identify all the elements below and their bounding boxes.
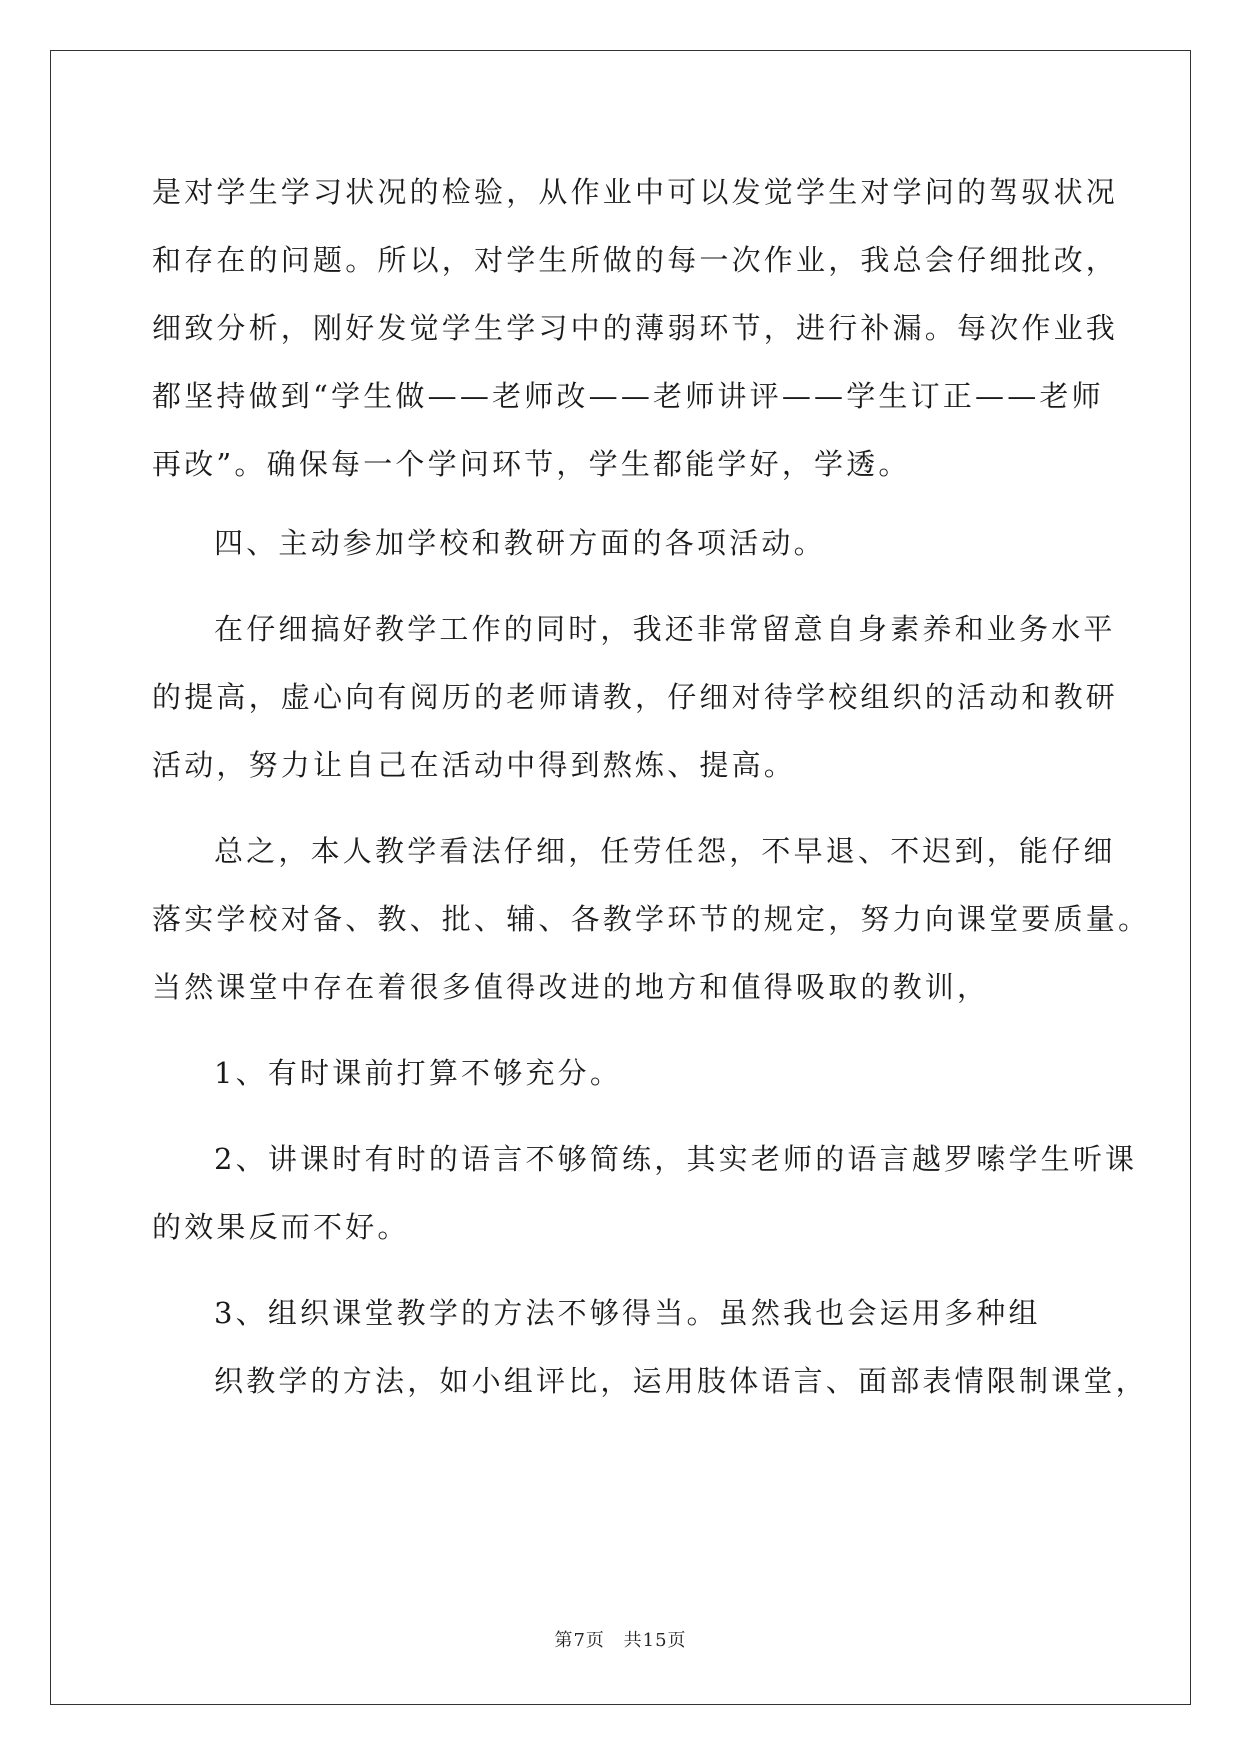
text-line: 的效果反而不好。	[152, 1210, 410, 1244]
list-item: 1、有时课前打算不够充分。	[214, 1056, 623, 1090]
text-line: 和存在的问题。所以，对学生所做的每一次作业，我总会仔细批改，	[152, 243, 1119, 277]
page-total: 共15页	[623, 1630, 687, 1651]
text-line: 在仔细搞好教学工作的同时，我还非常留意自身素养和业务水平	[214, 612, 1116, 646]
text-line: 织教学的方法，如小组评比，运用肢体语言、面部表情限制课堂，	[214, 1364, 1148, 1398]
text-line: 当然课堂中存在着很多值得改进的地方和值得吸取的教训，	[152, 970, 990, 1004]
text-line: 再改”。确保每一个学问环节，学生都能学好，学透。	[152, 447, 911, 481]
text-line: 都坚持做到“学生做——老师改——老师讲评——学生订正——老师	[152, 379, 1104, 413]
text-line: 是对学生学习状况的检验，从作业中可以发觉学生对学问的驾驭状况	[152, 175, 1119, 209]
page-number: 第7页	[554, 1630, 605, 1651]
page-footer	[0, 1626, 1241, 1652]
text-line: 活动，努力让自己在活动中得到熬炼、提高。	[152, 748, 797, 782]
text-line: 总之，本人教学看法仔细，任劳任怨，不早退、不迟到，能仔细	[214, 834, 1116, 868]
page-border	[50, 50, 1191, 1705]
text-line: 的提高，虚心向有阅历的老师请教，仔细对待学校组织的活动和教研	[152, 680, 1119, 714]
text-line: 细致分析，刚好发觉学生学习中的薄弱环节，进行补漏。每次作业我	[152, 311, 1119, 345]
section-heading: 四、主动参加学校和教研方面的各项活动。	[214, 526, 826, 560]
list-item: 3、组织课堂教学的方法不够得当。虽然我也会运用多种组	[214, 1296, 1041, 1330]
list-item: 2、讲课时有时的语言不够简练，其实老师的语言越罗嗦学生听课	[214, 1142, 1138, 1176]
text-line: 落实学校对备、教、批、辅、各教学环节的规定，努力向课堂要质量。	[152, 902, 1151, 936]
